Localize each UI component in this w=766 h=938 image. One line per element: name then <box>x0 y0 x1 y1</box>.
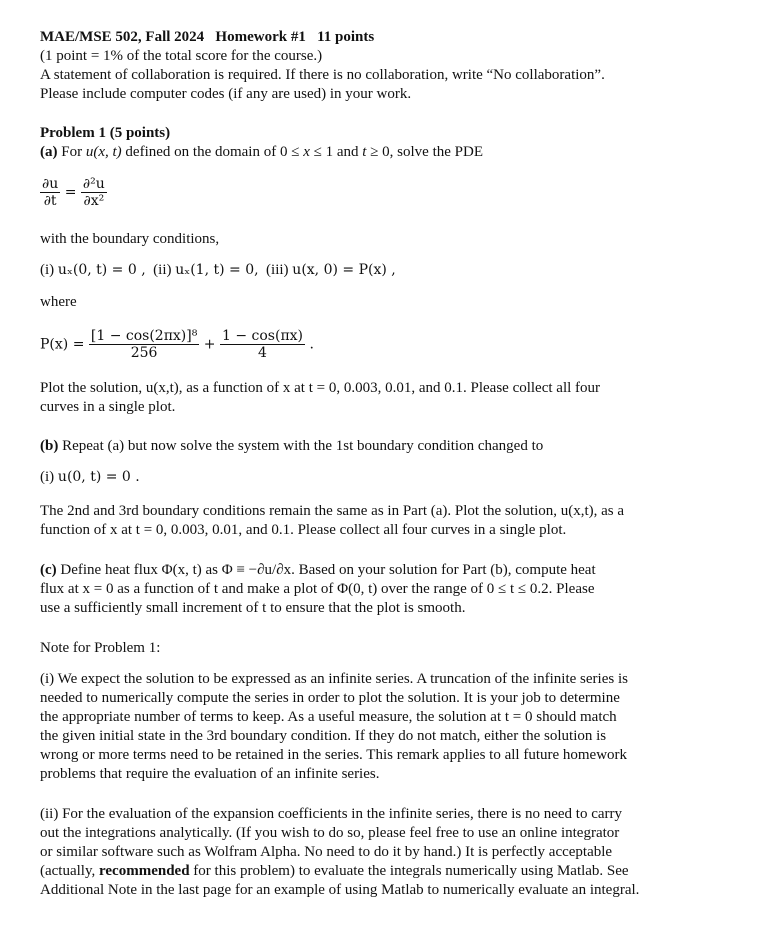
boundary-conditions: (i) uₓ(0, t) = 0 , (ii) uₓ(1, t) = 0, (iii) u(x, 0) = P(x) , <box>40 262 396 278</box>
part-a-intro: (a) For u(x, t) defined on the domain of 0 ≤ x ≤ 1 and t ≥ 0, solve the PDE <box>40 144 483 160</box>
course-title: MAE/MSE 502, Fall 2024 <box>40 29 205 45</box>
note-ii-line: or similar software such as Wolfram Alpha. No need to do it by hand.) It is perfectly acceptable <box>40 844 613 860</box>
total-points: 11 points <box>317 29 375 45</box>
note-ii-line: out the integrations analytically. (If you wish to do so, please feel free to use an online integrator <box>40 825 620 841</box>
note-i-line: needed to numerically compute the series in order to plot the solution. It is your job to determine <box>40 690 620 706</box>
note-ii-line: (actually, recommended for this problem) to evaluate the integrals numerically using Matlab. See <box>40 863 629 879</box>
part-c-label: (c) <box>40 562 57 578</box>
part-b-bc: (i) u(0, t) = 0 . <box>40 469 140 485</box>
point-note: (1 point = 1% of the total score for the course.) <box>40 48 323 64</box>
p-term1-den: 256 <box>130 345 158 361</box>
part-a-plot-instruction-2: curves in a single plot. <box>40 399 176 415</box>
bc-iii: u(x, 0) = P(x) , <box>292 262 396 278</box>
homework-title <box>40 29 374 46</box>
homework-number: Homework #1 <box>215 29 306 45</box>
note-i-line: problems that require the evaluation of an infinite series. <box>40 766 380 782</box>
p-term1-num: [1 − cos(2πx)]⁸ <box>90 328 198 344</box>
initial-condition-equation: P(x) = $\frac{\text{[1 − cos(2πx)]⁸}}{256}$ + $\frac{1 - \cos(\pi x)}{4}$ . <box>40 328 314 361</box>
note-i-line: (i) We expect the solution to be expressed as an infinite series. A truncation of the infinite series is <box>40 671 628 687</box>
bc-i: uₓ(0, t) = 0 , <box>57 262 146 278</box>
part-b-intro: (b) Repeat (a) but now solve the system with the 1st boundary condition changed to <box>40 438 544 454</box>
note-title: Note for Problem 1: <box>40 640 161 656</box>
pde-rhs-den: ∂x² <box>83 193 105 209</box>
part-c-text-3: use a sufficiently small increment of t to ensure that the plot is smooth. <box>40 600 466 616</box>
pde-rhs-num: ∂²u <box>82 176 105 192</box>
bc-intro: with the boundary conditions, <box>40 231 220 247</box>
where-label: where <box>40 294 77 310</box>
part-b-text-1: The 2nd and 3rd boundary conditions remain the same as in Part (a). Plot the solution, u(x,t), as a <box>40 503 625 519</box>
part-c-text-2: flux at x = 0 as a function of t and make a plot of Φ(0, t) over the range of 0 ≤ t ≤ 0.2. Please <box>40 581 595 597</box>
note-i-line: wrong or more terms need to be retained in the series. This remark applies to all future homework <box>40 747 628 763</box>
note-ii-line: (ii) For the evaluation of the expansion coefficients in the infinite series, there is no need to carry <box>40 806 623 822</box>
part-a-label: (a) <box>40 144 58 160</box>
part-a-plot-instruction-1: Plot the solution, u(x,t), as a function of x at t = 0, 0.003, 0.01, and 0.1. Please collect all four <box>40 380 601 396</box>
part-b-label: (b) <box>40 438 59 454</box>
part-c-text-1: (c) Define heat flux Φ(x, t) as Φ ≡ −∂u/∂x. Based on your solution for Part (b), compute heat <box>40 562 596 578</box>
problem-1-title: Problem 1 (5 points) <box>40 125 171 141</box>
pde-lhs-num: ∂u <box>42 176 59 192</box>
note-i-line: the appropriate number of terms to keep. As a useful measure, the solution at t = 0 should match <box>40 709 617 725</box>
pde-lhs-den: ∂t <box>43 193 57 209</box>
pde-equation: $\frac{\partial u}{\partial t}$ = $\frac{\text{∂²u}}{\text{∂x²}}$ <box>42 176 105 209</box>
p-term2-num: 1 − cos(πx) <box>221 328 303 344</box>
note-ii-line: Additional Note in the last page for an example of using Matlab to numerically evaluate an integral. <box>40 882 640 898</box>
code-note: Please include computer codes (if any are used) in your work. <box>40 86 412 102</box>
bc-ii: uₓ(1, t) = 0, <box>175 262 259 278</box>
part-b-text-2: function of x at t = 0, 0.003, 0.01, and 0.1. Please collect all four curves in a single plot. <box>40 522 567 538</box>
p-term2-den: 4 <box>258 345 267 361</box>
collaboration-note: A statement of collaboration is required. If there is no collaboration, write “No collaboration”. <box>40 67 605 83</box>
recommended-emphasis: recommended <box>99 863 190 879</box>
note-i-line: the given initial state in the 3rd boundary condition. If they do not match, either the solution is <box>40 728 607 744</box>
